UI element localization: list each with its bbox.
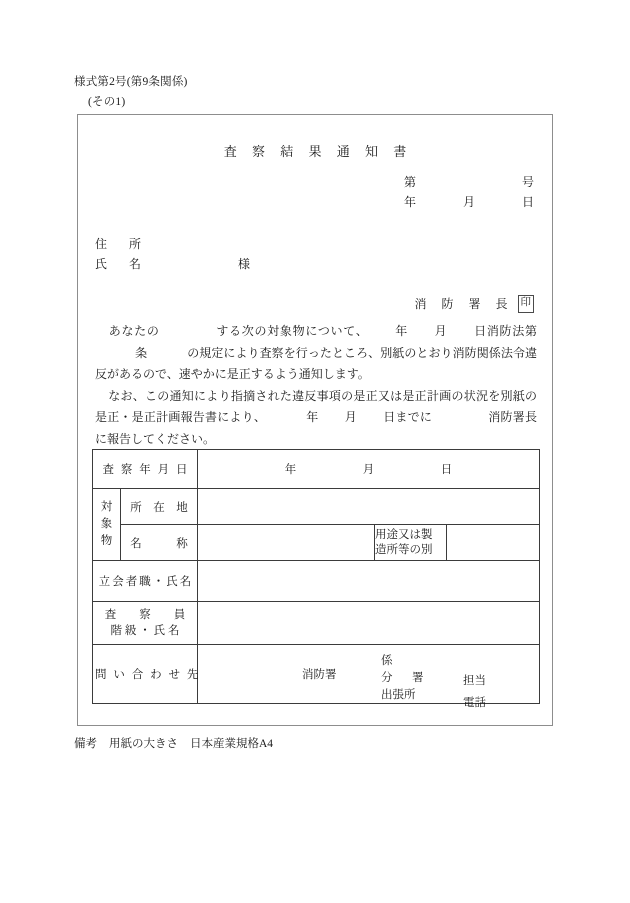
contact-person-group bbox=[463, 670, 486, 714]
page-title: 査 察 結 果 通 知 書 bbox=[223, 144, 413, 159]
inspector-label-line1: 査 察 員 bbox=[104, 609, 186, 621]
contact-division-line3: 出張所 bbox=[381, 689, 416, 701]
contact-division-line2: 分 署 bbox=[381, 672, 428, 684]
witness-label: 立会者職・氏名 bbox=[93, 561, 198, 602]
table-row-target-name bbox=[93, 525, 540, 561]
table-row-contact bbox=[93, 645, 540, 704]
inspection-details-table bbox=[92, 449, 540, 709]
contact-division-group bbox=[381, 653, 428, 704]
p1-part4: 月 bbox=[433, 324, 448, 338]
document-number-prefix: 第 bbox=[404, 175, 417, 189]
inspector-value[interactable] bbox=[198, 602, 540, 645]
witness-value[interactable] bbox=[198, 561, 540, 602]
inspection-date-month: 月 bbox=[362, 464, 375, 476]
form-part-label: (その1) bbox=[88, 96, 126, 108]
body-text bbox=[95, 321, 537, 450]
footer-paper-size-value: 日本産業規格A4 bbox=[190, 738, 274, 750]
target-object-char-2: 象 bbox=[100, 518, 113, 530]
addressee-honorific: 様 bbox=[238, 257, 251, 271]
target-name-value[interactable] bbox=[198, 525, 375, 561]
document-date-day: 日 bbox=[521, 195, 534, 209]
p1-part5: 日消防法第 bbox=[473, 324, 537, 338]
form-number: 様式第2号(第9条関係) bbox=[74, 76, 188, 88]
document-number-line bbox=[404, 173, 534, 190]
body-paragraph-1 bbox=[95, 321, 537, 386]
inspector-label bbox=[93, 602, 198, 645]
table-row-target-location bbox=[93, 489, 540, 525]
p1-part7: の規定により査察を行ったところ、別紙のとおり消防関係法令違反があるので、速やかに是正するよう通知します。 bbox=[95, 345, 537, 381]
target-name-label: 名 称 bbox=[121, 525, 198, 561]
addressee-name-label: 氏 名 bbox=[95, 257, 147, 271]
p1-part3: 年 bbox=[394, 324, 408, 338]
body-paragraph-2 bbox=[95, 386, 537, 451]
footer-note-label: 備考 bbox=[74, 738, 97, 750]
inspection-date-label: 査 察 年 月 日 bbox=[93, 450, 198, 489]
document-date-year: 年 bbox=[404, 195, 417, 209]
contact-label: 問 い 合 わ せ 先 bbox=[93, 645, 198, 704]
issuer-title: 消 防 署 長 bbox=[414, 297, 514, 312]
contact-value[interactable] bbox=[198, 645, 540, 709]
use-type-label bbox=[375, 525, 447, 561]
addressee-block bbox=[95, 234, 250, 274]
form-sheet bbox=[77, 114, 553, 726]
document-date-month: 月 bbox=[462, 195, 475, 209]
contact-phone-label: 電話 bbox=[463, 697, 486, 709]
target-object-label bbox=[93, 489, 121, 561]
p1-part2: する次の対象物について、 bbox=[215, 324, 369, 338]
inspector-label-line2: 階 級 ・ 氏 名 bbox=[110, 625, 180, 637]
inspection-date-value bbox=[198, 450, 540, 489]
p1-part6: 条 bbox=[135, 345, 148, 360]
p1-part1: あなたの bbox=[108, 324, 160, 338]
p2-part4: 日までに bbox=[382, 410, 433, 424]
use-type-label-line1: 用途又は製 bbox=[375, 528, 433, 541]
contact-station-label: 消防署 bbox=[302, 669, 337, 681]
table-row-inspector bbox=[93, 602, 540, 645]
addressee-address-row bbox=[95, 234, 250, 254]
addressee-address-label: 住 所 bbox=[95, 237, 147, 251]
p2-part1: なお、この通知により指摘された違反事項の是正又は是正計画の状況を別紙の是正・是正計画報告書により、 bbox=[95, 388, 537, 424]
document-date-line bbox=[404, 193, 534, 210]
document-number-suffix: 号 bbox=[521, 175, 534, 189]
target-object-char-3: 物 bbox=[100, 535, 113, 547]
contact-division-line1: 係 bbox=[381, 655, 393, 667]
p2-part5: 消防署長に報告してください。 bbox=[95, 410, 537, 446]
target-location-value[interactable] bbox=[198, 489, 540, 525]
use-type-value[interactable] bbox=[447, 525, 540, 561]
addressee-name-row bbox=[95, 254, 250, 274]
table-row-inspection-date bbox=[93, 450, 540, 489]
p2-part2: 年 bbox=[306, 410, 319, 424]
footer-paper-size-label: 用紙の大きさ bbox=[109, 738, 178, 750]
contact-person-label: 担当 bbox=[463, 675, 486, 687]
issuer-block bbox=[414, 295, 534, 313]
use-type-label-line2: 造所等の別 bbox=[375, 543, 433, 556]
table-row-witness bbox=[93, 561, 540, 602]
footer-note bbox=[74, 735, 273, 751]
p2-part3: 月 bbox=[344, 410, 357, 424]
inspection-date-year: 年 bbox=[284, 464, 297, 476]
target-location-label: 所 在 地 bbox=[121, 489, 198, 525]
seal-stamp-icon: 印 bbox=[518, 295, 535, 313]
inspection-date-day: 日 bbox=[440, 464, 453, 476]
target-object-char-1: 対 bbox=[100, 501, 113, 513]
